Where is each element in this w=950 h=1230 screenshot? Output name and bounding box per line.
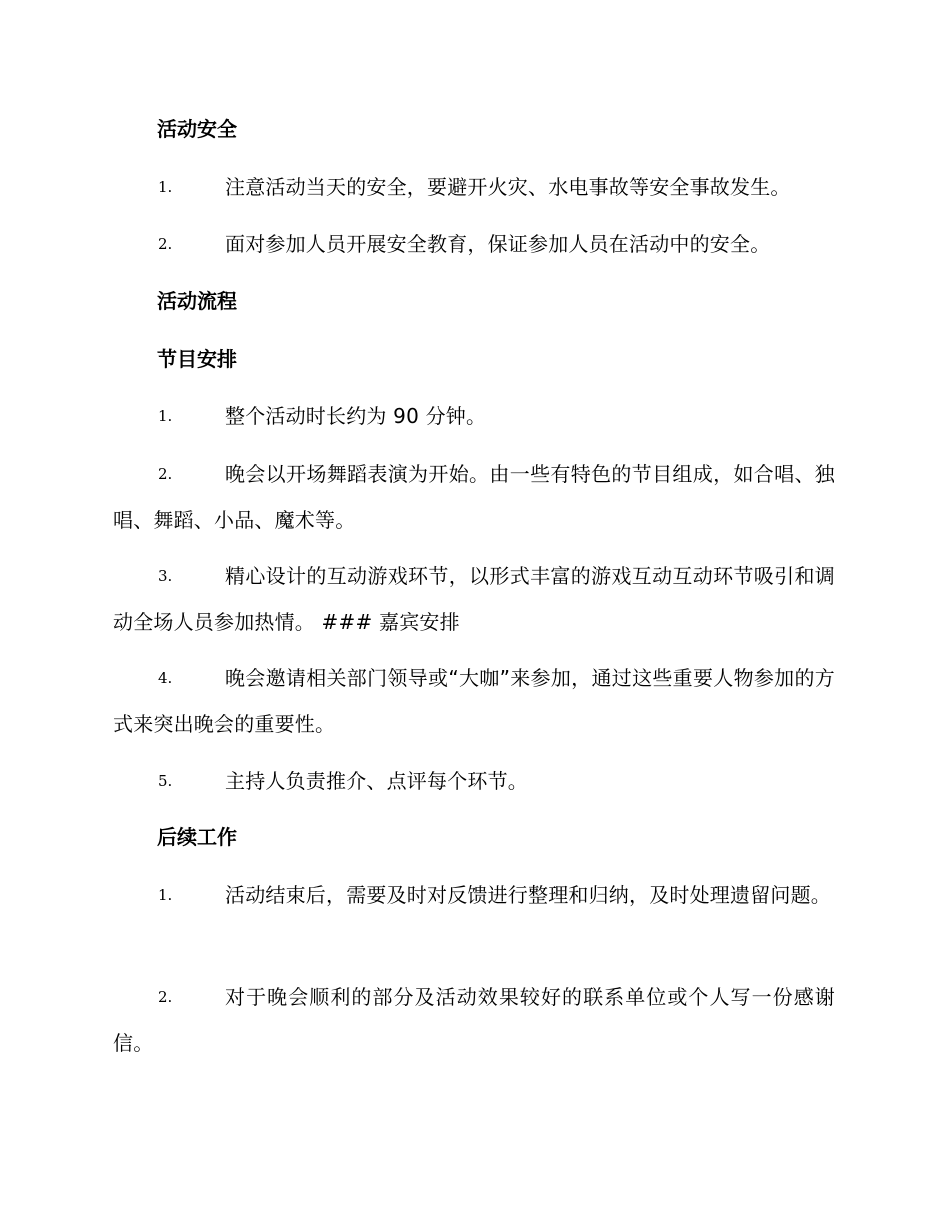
list-text: 晚会邀请相关部门领导或“大咖”来参加，通过这些重要人物参加的方式来突出晚会的重要性。	[113, 666, 835, 736]
list-number: 4.	[158, 669, 173, 687]
list-item	[113, 221, 835, 267]
section-heading-follow-up-work: 后续工作	[157, 825, 237, 849]
list-number: 1.	[158, 407, 173, 425]
list-text: 对于晚会顺利的部分及活动效果较好的联系单位或个人写一份感谢信。	[113, 985, 835, 1055]
list-item	[113, 553, 835, 645]
list-text: 活动结束后，需要及时对反馈进行整理和归纳，及时处理遗留问题。	[225, 883, 831, 907]
list-text: 注意活动当天的安全，要避开火灾、水电事故等安全事故发生。	[225, 175, 791, 199]
list-item	[113, 451, 835, 543]
list-item	[113, 758, 835, 804]
section-heading-program-schedule: 节目安排	[157, 347, 237, 371]
list-number: 2.	[158, 988, 173, 1006]
list-item	[113, 872, 835, 918]
list-item	[113, 393, 835, 439]
list-number: 2.	[158, 465, 173, 483]
list-text: 晚会以开场舞蹈表演为开始。由一些有特色的节目组成，如合唱、独唱、舞蹈、小品、魔术等。	[113, 462, 835, 532]
list-text: 整个活动时长约为 90 分钟。	[225, 404, 487, 428]
list-item	[113, 974, 835, 1066]
list-text: 主持人负责推介、点评每个环节。	[225, 769, 528, 793]
section-heading-activity-process: 活动流程	[157, 289, 237, 313]
list-number: 5.	[158, 772, 173, 790]
list-text: 精心设计的互动游戏环节，以形式丰富的游戏互动互动环节吸引和调动全场人员参加热情。 ### 嘉宾安排	[113, 564, 835, 634]
list-number: 2.	[158, 235, 173, 253]
section-heading-activity-safety: 活动安全	[157, 117, 237, 141]
list-number: 3.	[158, 567, 173, 585]
list-item	[113, 655, 835, 747]
list-text: 面对参加人员开展安全教育，保证参加人员在活动中的安全。	[225, 232, 771, 256]
list-number: 1.	[158, 178, 173, 196]
list-item	[113, 164, 835, 210]
list-number: 1.	[158, 886, 173, 904]
